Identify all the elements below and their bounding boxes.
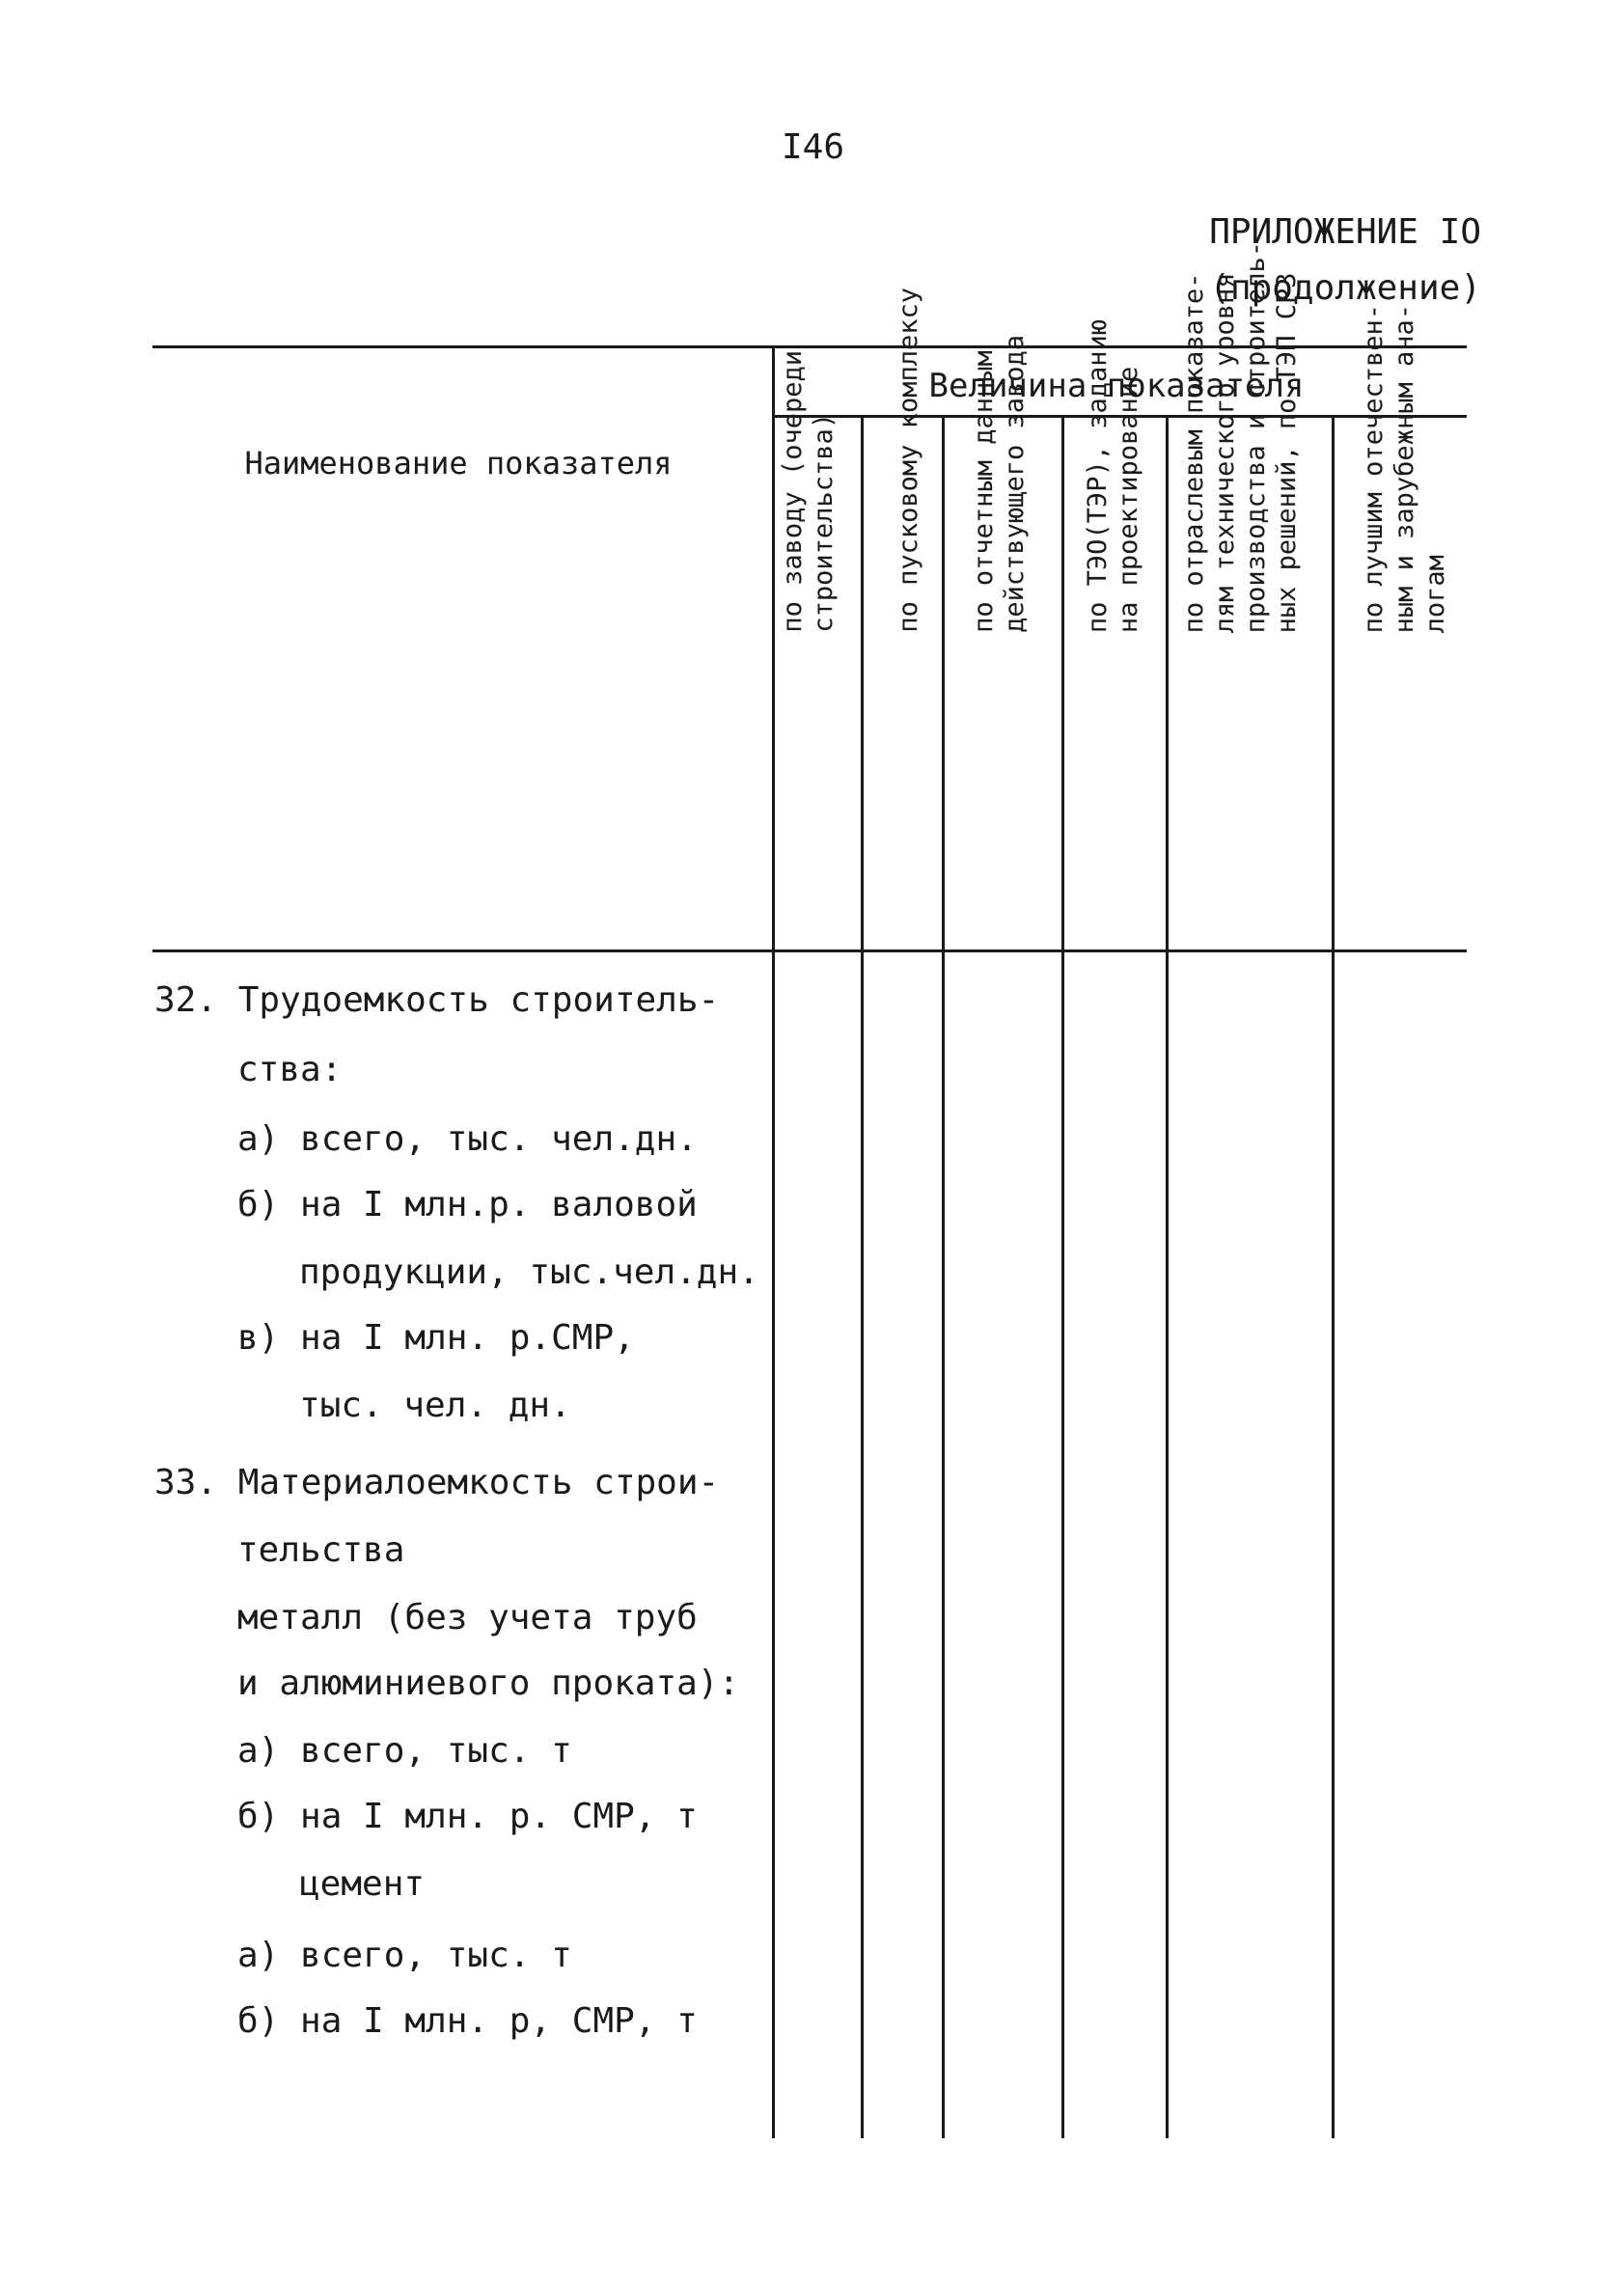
header-bottom-rule: [152, 949, 1467, 952]
row-32-title-cont: ства:: [237, 1050, 343, 1089]
row-33-cement: цемент: [299, 1864, 426, 1904]
value-group-header: Величина показателя: [928, 367, 1305, 405]
column-header-industry-indicators: по отраслевым показате- лям технического уровня производства и строитель- ных решений, по ТЭП СРЗ: [1179, 240, 1302, 633]
table-vertical-rule: [1332, 417, 1335, 2138]
row-33-title-cont: тельства: [237, 1530, 405, 1570]
row-32-b: б) на I млн.р. валовой: [237, 1185, 698, 1224]
table-vertical-rule: [942, 417, 945, 2138]
row-32-a: а) всего, тыс. чел.дн.: [237, 1119, 698, 1159]
row-32-v-cont: тыс. чел. дн.: [299, 1386, 571, 1425]
row-33-title: 33. Материалоемкость строи-: [154, 1463, 720, 1502]
appendix-title: ПРИЛОЖЕНИЕ IO: [1209, 212, 1481, 252]
table-vertical-rule: [1061, 417, 1064, 2138]
row-33-metal-a: а) всего, тыс. т: [237, 1731, 572, 1771]
column-header-best-analogs: по лучшим отечествен- ным и зарубежным ана- логам: [1359, 303, 1450, 633]
column-header-existing-plant: по отчетным данным действующего завода: [969, 335, 1030, 633]
table-vertical-rule: [772, 345, 775, 2138]
row-33-metal: металл (без учета труб: [237, 1598, 698, 1637]
table-vertical-rule: [861, 417, 864, 2138]
row-33-cement-b: б) на I млн. р, СМР, т: [237, 2001, 698, 2041]
appendix-subtitle: (продолжение): [1209, 268, 1481, 308]
row-32-v: в) на I млн. р.СМР,: [237, 1318, 635, 1358]
column-header-launch-complex: по пусковому комплексу: [894, 288, 923, 633]
column-header-plant: по заводу (очереди строительства): [778, 350, 839, 633]
table-vertical-rule: [1166, 417, 1169, 2138]
name-column-header: Наименование показателя: [244, 445, 673, 481]
row-33-metal-cont: и алюминиевого проката):: [237, 1664, 740, 1703]
page-number: I46: [782, 127, 845, 167]
row-32-b-cont: продукции, тыс.чел.дн.: [299, 1252, 759, 1292]
row-33-cement-a: а) всего, тыс. т: [237, 1936, 572, 1975]
row-32-title: 32. Трудоемкость строитель-: [154, 980, 720, 1020]
row-33-metal-b: б) на I млн. р. СМР, т: [237, 1797, 698, 1836]
column-header-feasibility: по ТЭО(ТЭР), заданию на проектирование: [1083, 318, 1143, 633]
